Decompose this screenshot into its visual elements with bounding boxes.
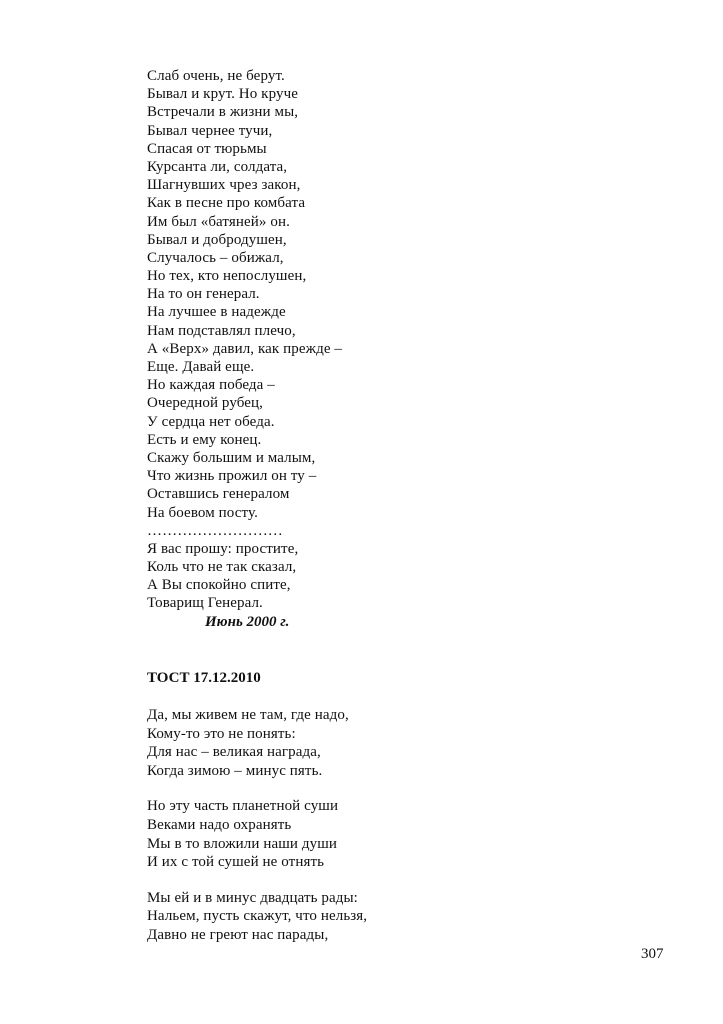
poem-line: Шагнувших чрез закон,	[147, 177, 301, 194]
poem-line: Оставшись генералом	[147, 486, 290, 503]
poem-line: Скажу большим и малым,	[147, 449, 316, 466]
poem-line: Для нас – великая награда,	[147, 744, 321, 761]
poem-line: Нам подставлял плечо,	[147, 322, 296, 339]
stanza	[147, 797, 567, 871]
poem-line: Есть и ему конец.	[147, 431, 262, 448]
poem-line: Спасая от тюрьмы	[147, 140, 267, 157]
poem-date-signature: Июнь 2000 г.	[205, 613, 290, 630]
toast-poem	[147, 706, 567, 962]
poem-line: А «Верх» давил, как прежде –	[147, 340, 343, 357]
poem-line: Очередной рубец,	[147, 395, 264, 412]
page-number: 307	[641, 946, 664, 962]
poem-line: А Вы спокойно спите,	[147, 577, 291, 594]
poem-line: На то он генерал.	[147, 286, 260, 303]
poem-line: Встречали в жизни мы,	[147, 104, 299, 121]
poem-line: Да, мы живем не там, где надо,	[147, 707, 349, 723]
poem-line: Мы ей и в минус двадцать рады:	[147, 889, 358, 906]
poem-line: Бывал чернее тучи,	[147, 122, 273, 139]
poem-line: На лучшее в надежде	[147, 304, 286, 321]
poem-line: Кому-то это не понять:	[147, 725, 296, 742]
poem-line: Слаб очень, не берут.	[147, 68, 285, 84]
poem-line: Но эту часть планетной суши	[147, 798, 339, 815]
poem-line: Но тех, кто непослушен,	[147, 268, 307, 285]
poem-line: Я вас прошу: простите,	[147, 540, 299, 557]
poem-line: Бывал и добродушен,	[147, 231, 287, 248]
poem-line: Давно не греют нас парады,	[147, 926, 329, 943]
poem-line: Как в песне про комбата	[147, 195, 306, 212]
poem-line: Что жизнь прожил он ту –	[147, 468, 317, 485]
poem-line: Коль что не так сказал,	[147, 559, 297, 576]
poem-line: У сердца нет обеда.	[147, 413, 275, 430]
poem-line: Товарищ Генерал.	[147, 595, 263, 612]
poem-line: Мы в то вложили наши души	[147, 835, 337, 852]
poem-line: Курсанта ли, солдата,	[147, 158, 288, 175]
poem-ellipsis-line: ………………………	[147, 522, 283, 539]
poem-line: Нальем, пусть скажут, что нельзя,	[147, 908, 368, 925]
poem-line: На боевом посту.	[147, 504, 258, 521]
poem-line: Им был «батяней» он.	[147, 213, 290, 230]
poem-line: Бывал и крут. Но круче	[147, 86, 298, 103]
poem-line: Когда зимою – минус пять.	[147, 762, 323, 779]
poem-continuation	[147, 67, 567, 631]
poem-line: Случалось – обижал,	[147, 249, 284, 266]
poem-line: Еще. Давай еще.	[147, 359, 255, 375]
stanza	[147, 706, 567, 780]
stanza	[147, 889, 567, 945]
toast-title: ТОСТ 17.12.2010	[147, 670, 261, 686]
poem-line: Веками надо охранять	[147, 816, 292, 833]
poem-line: Но каждая победа –	[147, 377, 275, 394]
poem-line: И их с той сушей не отнять	[147, 854, 325, 871]
